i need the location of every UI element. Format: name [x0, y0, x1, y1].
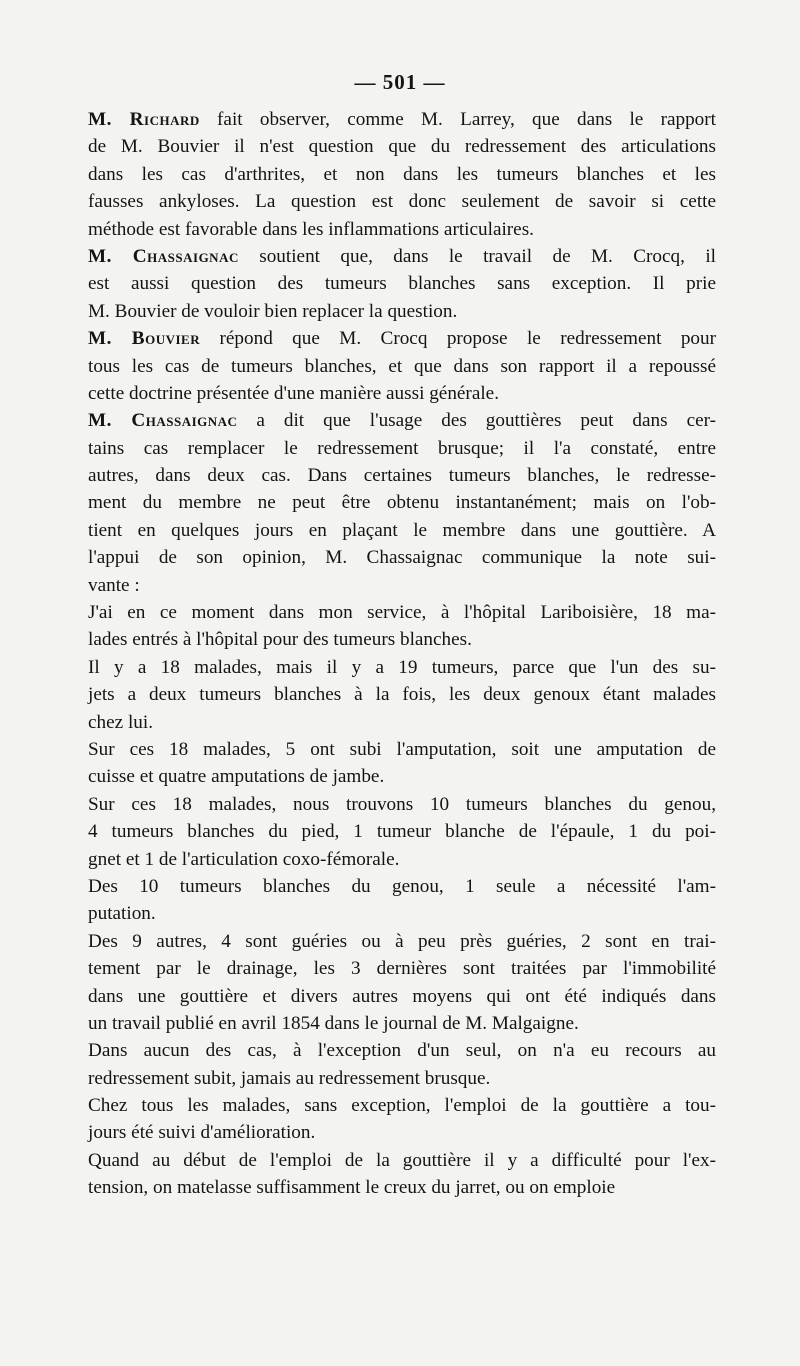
text-line: fausses ankyloses. La question est donc seulement de savoir si cette — [88, 191, 716, 213]
text-line: tement par le drainage, les 3 dernières sont traitées par l'immobilité — [88, 958, 716, 980]
text-line: redressement subit, jamais au redressement brusque. — [88, 1067, 491, 1089]
text-line: Sur ces 18 malades, 5 ont subi l'amputation, soit une amputation de — [88, 738, 716, 760]
text-line: gnet et 1 de l'articulation coxo-fémorale. — [88, 848, 400, 870]
text-line: ment du membre ne peut être obtenu instantanément; mais on l'ob- — [88, 492, 716, 514]
paragraph — [88, 791, 716, 873]
paragraph — [88, 106, 716, 243]
text-line: Chez tous les malades, sans exception, l'emploi de la gouttière a tou- — [88, 1095, 716, 1117]
text-line — [88, 407, 716, 434]
text-line: chez lui. — [88, 711, 153, 733]
text-line: 4 tumeurs blanches du pied, 1 tumeur blanche de l'épaule, 1 du poi- — [88, 821, 716, 843]
text-line: putation. — [88, 903, 156, 925]
paragraph — [88, 325, 716, 407]
text-line: cette doctrine présentée d'une manière aussi générale. — [88, 382, 499, 404]
text-line: tous les cas de tumeurs blanches, et que dans son rapport il a repoussé — [88, 355, 716, 377]
speaker-name: M. Richard — [88, 109, 200, 130]
line-text: répond que M. Crocq propose le redressement pour — [200, 328, 716, 350]
text-line: tient en quelques jours en plaçant le membre dans une gouttière. A — [88, 519, 716, 541]
text-line: autres, dans deux cas. Dans certaines tumeurs blanches, le redresse- — [88, 465, 716, 487]
page-number: — 501 — — [354, 70, 446, 94]
text-line: de M. Bouvier il n'est question que du redressement des articulations — [88, 136, 716, 158]
paragraph — [88, 873, 716, 928]
text-line: M. Bouvier de vouloir bien replacer la question. — [88, 300, 458, 322]
text-line: jets a deux tumeurs blanches à la fois, les deux genoux étant malades — [88, 684, 716, 706]
speaker-name: M. Chassaignac — [88, 410, 238, 432]
paragraph — [88, 654, 716, 736]
body-text — [88, 106, 716, 1202]
paragraph — [88, 407, 716, 599]
text-line: Sur ces 18 malades, nous trouvons 10 tumeurs blanches du genou, — [88, 793, 716, 815]
paragraph — [88, 243, 716, 325]
speaker-name: M. Bouvier — [88, 328, 201, 350]
paragraph — [88, 1092, 716, 1147]
paragraph — [88, 1147, 716, 1202]
text-line: un travail publié en avril 1854 dans le journal de M. Malgaigne. — [88, 1012, 579, 1034]
text-line: J'ai en ce moment dans mon service, à l'hôpital Lariboisière, 18 ma- — [88, 602, 716, 624]
text-line: Quand au début de l'emploi de la gouttière il y a difficulté pour l'ex- — [88, 1149, 716, 1171]
text-line: Dans aucun des cas, à l'exception d'un seul, on n'a eu recours au — [88, 1040, 716, 1062]
text-line — [88, 243, 716, 270]
text-line: tains cas remplacer le redressement brusque; il l'a constaté, entre — [88, 437, 716, 459]
text-line — [88, 106, 716, 133]
text-line: tension, on matelasse suffisamment le creux du jarret, ou on emploie — [88, 1177, 616, 1199]
paragraph — [88, 599, 716, 654]
line-text: a dit que l'usage des gouttières peut dans cer- — [237, 410, 716, 432]
text-line: cuisse et quatre amputations de jambe. — [88, 766, 385, 788]
text-line: Il y a 18 malades, mais il y a 19 tumeurs, parce que l'un des su- — [88, 656, 716, 678]
text-line: lades entrés à l'hôpital pour des tumeurs blanches. — [88, 629, 472, 651]
text-line: Des 10 tumeurs blanches du genou, 1 seule a nécessité l'am- — [88, 875, 716, 897]
text-line: est aussi question des tumeurs blanches sans exception. Il prie — [88, 273, 716, 295]
text-line: méthode est favorable dans les inflammations articulaires. — [88, 218, 534, 240]
text-line: dans les cas d'arthrites, et non dans les tumeurs blanches et les — [88, 163, 716, 185]
text-line — [88, 325, 716, 352]
text-line: jours été suivi d'amélioration. — [88, 1122, 316, 1144]
paragraph — [88, 1037, 716, 1092]
text-line: dans une gouttière et divers autres moyens qui ont été indiqués dans — [88, 985, 716, 1007]
line-text: fait observer, comme M. Larrey, que dans le rapport — [199, 109, 716, 130]
text-line: vante : — [88, 574, 140, 596]
paragraph — [88, 928, 716, 1038]
text-line: l'appui de son opinion, M. Chassaignac communique la note sui- — [88, 547, 716, 569]
speaker-name: M. Chassaignac — [88, 245, 239, 267]
text-line: Des 9 autres, 4 sont guéries ou à peu près guéries, 2 sont en trai- — [88, 930, 716, 952]
line-text: soutient que, dans le travail de M. Crocq, il — [238, 245, 716, 267]
paragraph — [88, 736, 716, 791]
